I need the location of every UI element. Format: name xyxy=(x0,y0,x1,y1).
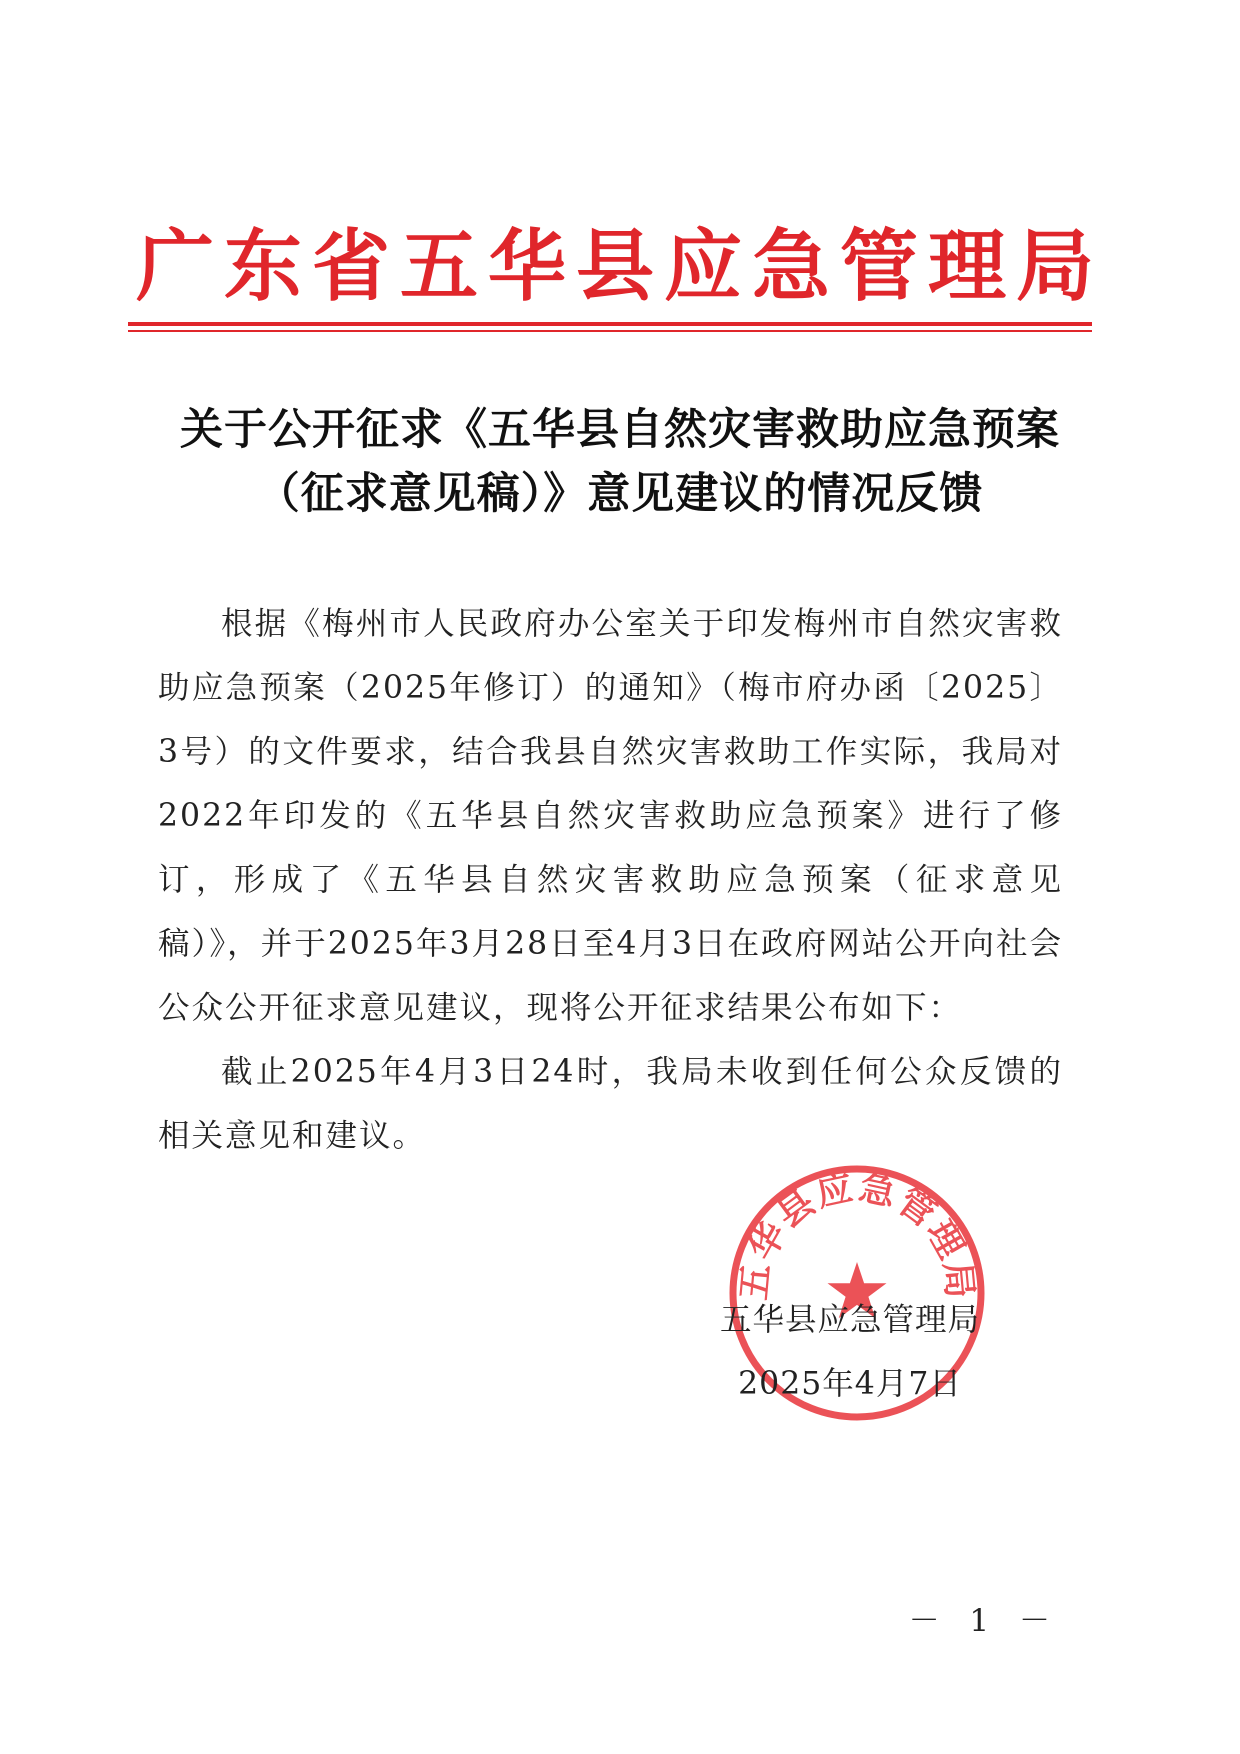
body-paragraph-2: 截止2025年4月3日24时，我局未收到任何公众反馈的相关意见和建议。 xyxy=(158,1054,1063,1154)
document-title-line-2: （征求意见稿）》意见建议的情况反馈 xyxy=(256,469,984,519)
document-title-line-1: 关于公开征求《五华县自然灾害救助应急预案 xyxy=(180,405,1060,455)
signature-date: 2025年4月7日 xyxy=(738,1366,962,1402)
masthead-agency-name: 广东省五华县应急管理局 xyxy=(135,222,1104,312)
document-body xyxy=(158,592,1063,1168)
body-paragraph-1: 根据《梅州市人民政府办公室关于印发梅州市自然灾害救助应急预案（2025年修订）的通知》（梅市府办函〔2025〕3号）的文件要求，结合我县自然灾害救助工作实际，我局对2022年印发的《五华县自然灾害救助应急预案》进行了修订，形成了《五华县自然灾害救助应急预案（征求意见稿）》，并于2025年3月28日至4月3日在政府网站公开向社会公众公开征求意见建议，现将公开征求结果公布如下： xyxy=(158,606,1063,1026)
seal-text: 五华县应急管理局 xyxy=(733,1167,981,1302)
page-number: － 1 － xyxy=(908,1603,1060,1639)
document-title xyxy=(130,398,1110,526)
signature-block xyxy=(700,1288,1000,1416)
masthead-red-rule-thick xyxy=(128,322,1092,326)
masthead-red-rule-thin xyxy=(128,330,1092,332)
signature-agency: 五华县应急管理局 xyxy=(719,1302,980,1338)
